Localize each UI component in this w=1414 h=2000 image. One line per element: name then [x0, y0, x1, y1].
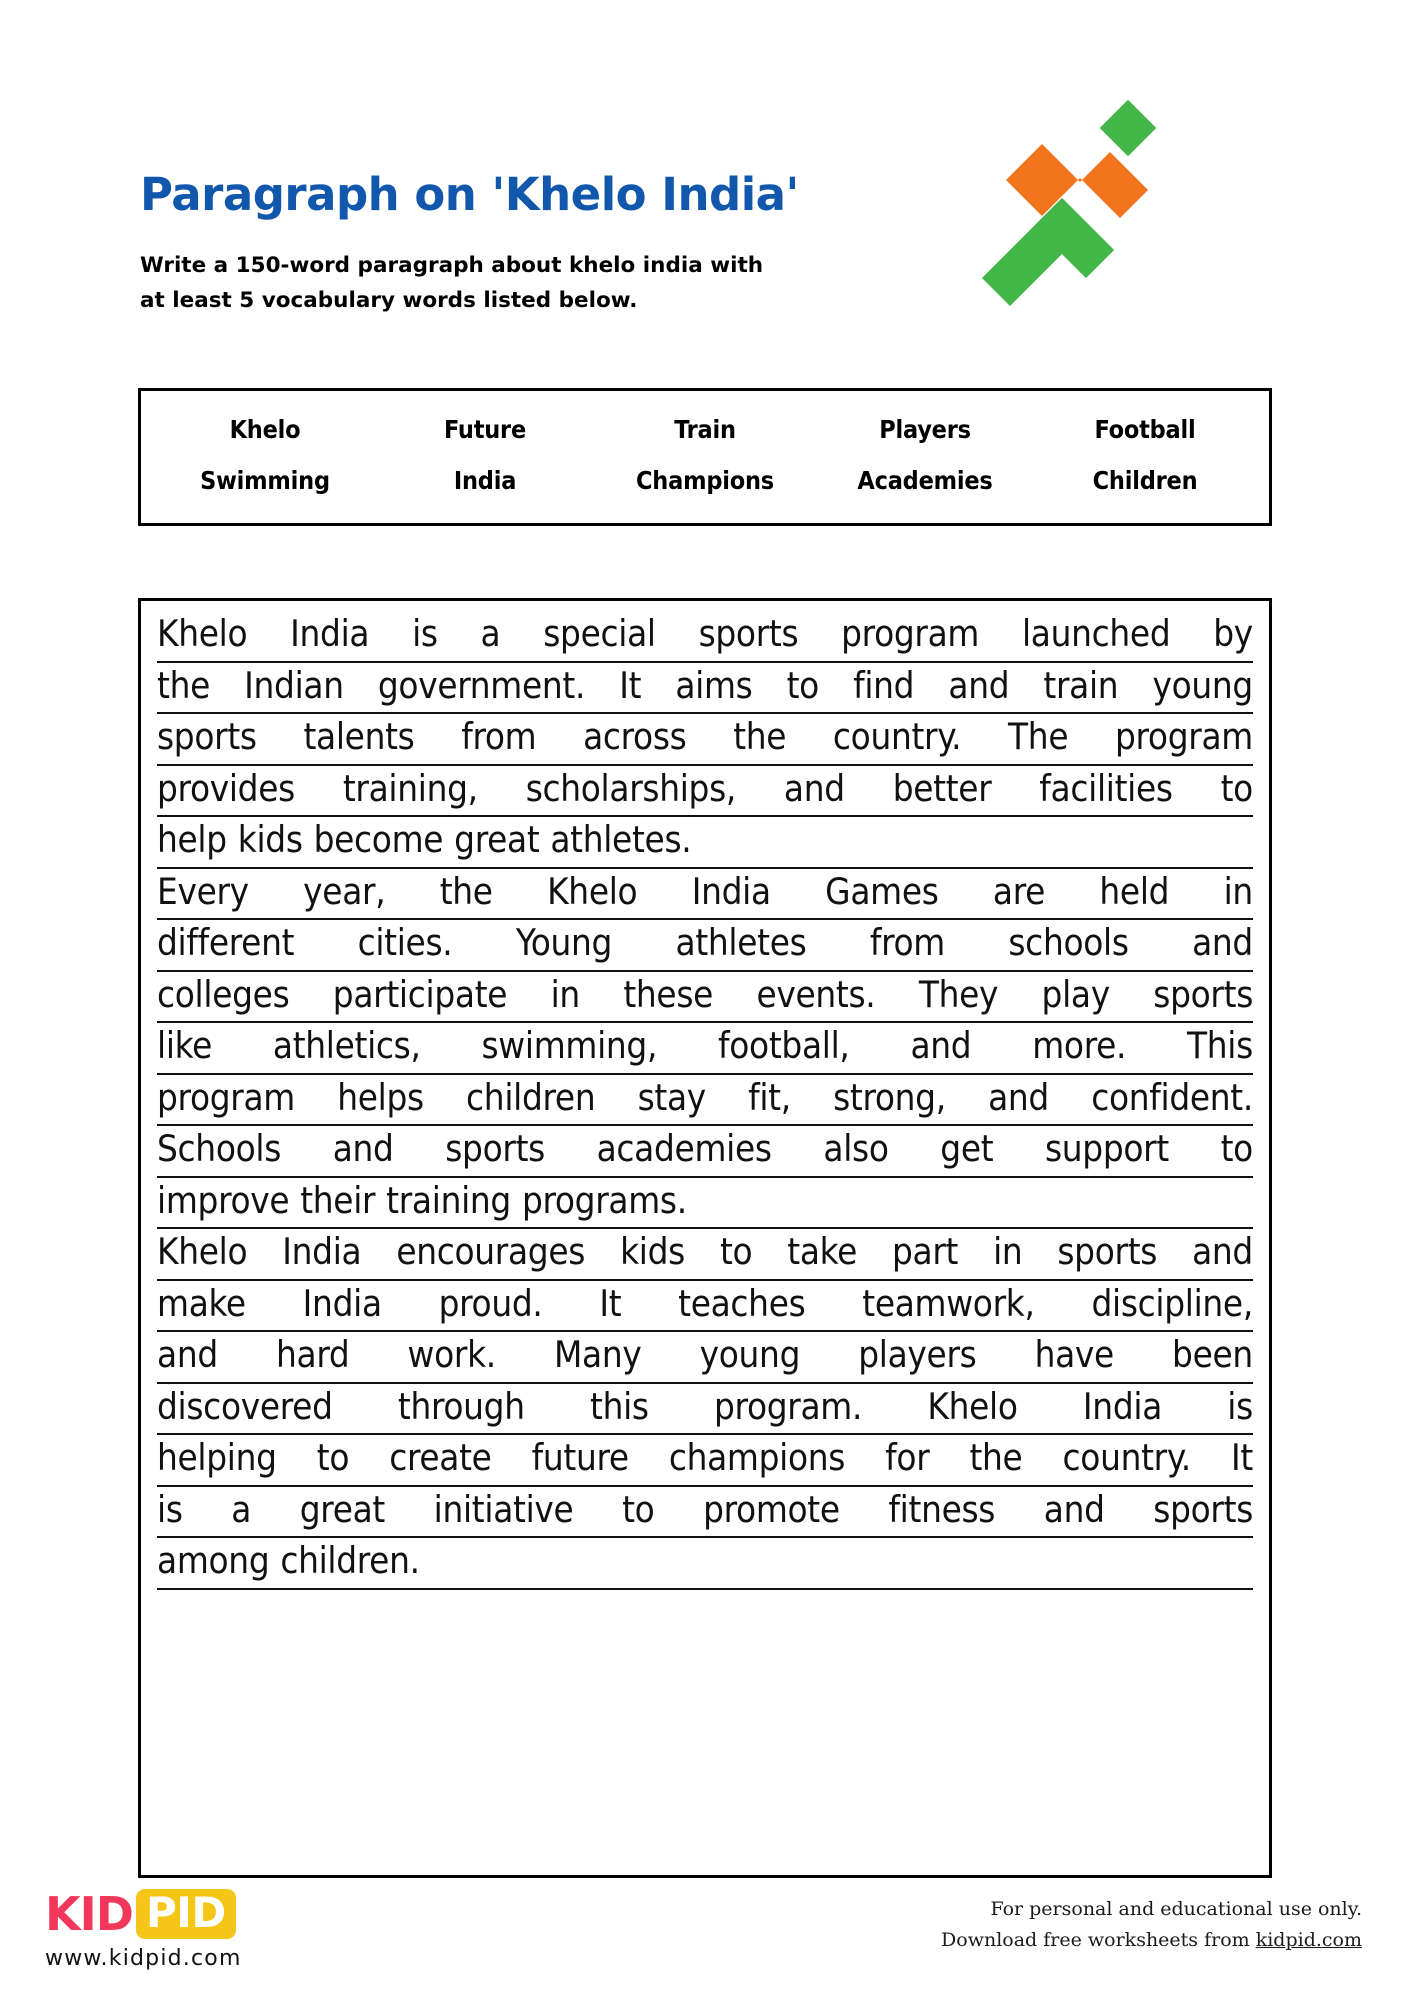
paragraph-word: Young: [515, 921, 613, 964]
kidpid-logo: [45, 1888, 242, 1940]
kidpid-logo-pid: PID: [145, 1888, 226, 1937]
vocab-word: Academies: [857, 466, 993, 495]
paragraph-word: to: [719, 1230, 753, 1273]
paragraph-word: become: [313, 818, 444, 861]
paragraph-word: Khelo: [157, 612, 248, 655]
paragraph-word: athletics,: [272, 1024, 421, 1067]
paragraph-word: young: [699, 1333, 801, 1376]
paragraph-word: athletes: [675, 921, 807, 964]
paragraph-word: and: [1192, 1230, 1253, 1273]
paragraph-word: in: [1223, 869, 1253, 913]
paragraph-word: program: [157, 1075, 295, 1119]
paragraph-word: colleges: [157, 972, 290, 1016]
paragraph-line: [157, 1487, 1253, 1539]
paragraph-word: talents: [303, 715, 415, 758]
paragraph-word: sports: [157, 715, 257, 758]
paragraph-word: cities.: [357, 921, 453, 964]
paragraph-word: find: [853, 663, 915, 707]
paragraph-line: [157, 1075, 1253, 1127]
credit-line-2: [941, 1925, 1362, 1956]
paragraph-word: sports: [1153, 972, 1253, 1016]
paragraph-word: participate: [332, 972, 508, 1016]
paragraph-word: and: [910, 1024, 972, 1067]
usage-credit: [941, 1894, 1362, 1956]
paragraph-word: champions: [668, 1436, 846, 1479]
paragraph-word: hard: [275, 1333, 350, 1376]
paragraph-word: Khelo: [157, 1230, 248, 1273]
paragraph-word: programs.: [521, 1178, 687, 1222]
paragraph-word: schools: [1008, 921, 1129, 964]
paragraph-word: program.: [714, 1384, 863, 1428]
paragraph-line: [157, 817, 1253, 869]
paragraph-word: more.: [1032, 1024, 1127, 1067]
paragraph-word: India: [302, 1281, 382, 1325]
paragraph-word: from: [869, 921, 945, 964]
paragraph-word: The: [1008, 715, 1069, 758]
vocab-word: Players: [879, 415, 971, 444]
paragraph-word: is: [1227, 1384, 1253, 1428]
paragraph-word: provides: [157, 766, 295, 810]
paragraph-word: children: [466, 1075, 596, 1119]
paragraph-word: this: [590, 1384, 649, 1428]
paragraph-word: It: [599, 1281, 622, 1325]
paragraph-word: improve: [157, 1178, 290, 1222]
paragraph-word: events.: [756, 972, 876, 1016]
vocab-word: Khelo: [229, 415, 301, 444]
paragraph-word: discipline,: [1091, 1281, 1253, 1325]
paragraph-word: sports: [1057, 1230, 1158, 1273]
vocab-word: Train: [674, 415, 736, 444]
paragraph-word: kids: [620, 1230, 685, 1273]
paragraph-word: future: [531, 1436, 629, 1479]
paragraph-word: children.: [280, 1539, 420, 1582]
vocab-word: Football: [1094, 415, 1196, 444]
paragraph-word: make: [157, 1281, 246, 1325]
paragraph-word: year,: [303, 869, 386, 913]
paragraph-word: part: [891, 1230, 959, 1273]
paragraph-word: academies: [596, 1127, 772, 1170]
paragraph-word: is: [412, 612, 438, 655]
khelo-india-runner-logo: [968, 100, 1208, 315]
paragraph-word: program: [1114, 715, 1253, 758]
paragraph-line: [157, 1281, 1253, 1333]
paragraph-word: program: [841, 612, 980, 655]
instruction-text: [140, 248, 900, 318]
paragraph-word: confident.: [1091, 1075, 1253, 1119]
paragraph-word: in: [993, 1230, 1023, 1273]
kidpid-branding: [45, 1888, 242, 1971]
paragraph-word: fit,: [748, 1075, 791, 1119]
paragraph-word: It: [1230, 1436, 1253, 1479]
paragraph-line: [157, 1435, 1253, 1487]
paragraph-line: [157, 1332, 1253, 1384]
kidpid-logo-pid-box: [136, 1889, 236, 1939]
paragraph-word: different: [157, 921, 295, 964]
paragraph-word: Games: [825, 869, 939, 913]
paragraph-word: and: [988, 1075, 1049, 1119]
paragraph-line: [157, 869, 1253, 921]
kidpid-website-url[interactable]: www.kidpid.com: [45, 1946, 242, 1971]
paragraph-word: training,: [342, 766, 478, 810]
paragraph-word: get: [940, 1127, 994, 1170]
paragraph-word: to: [316, 1436, 350, 1479]
paragraph-line: [157, 611, 1253, 663]
paragraph-word: these: [623, 972, 714, 1016]
paragraph-word: to: [786, 663, 819, 707]
paragraph-word: special: [543, 612, 656, 655]
paragraph-word: Indian: [244, 663, 344, 707]
paragraph-line: [157, 1538, 1253, 1590]
paragraph-word: country.: [832, 715, 962, 758]
paragraph-line: [157, 1178, 1253, 1230]
paragraph-word: stay: [637, 1075, 706, 1119]
paragraph-line: [157, 1384, 1253, 1436]
paragraph-word: help: [157, 818, 227, 861]
paragraph-word: swimming,: [481, 1024, 658, 1067]
paragraph-word: also: [823, 1127, 889, 1170]
paragraph-word: a: [480, 612, 501, 655]
paragraph-word: country.: [1062, 1436, 1191, 1479]
paragraph-line: [157, 920, 1253, 972]
paragraph-word: to: [1220, 766, 1253, 810]
worksheet-footer: [0, 1880, 1414, 2000]
paragraph-word: This: [1187, 1024, 1253, 1067]
paragraph-word: promote: [703, 1487, 840, 1531]
paragraph-word: India: [1082, 1384, 1163, 1428]
vocab-word: Children: [1092, 466, 1198, 495]
paragraph-word: by: [1213, 612, 1253, 655]
paragraph-word: discovered: [157, 1384, 333, 1428]
paragraph-word: their: [300, 1178, 376, 1222]
paragraph-word: Schools: [157, 1127, 282, 1170]
paragraph-word: and: [1043, 1487, 1105, 1531]
paragraph-word: proud.: [438, 1281, 543, 1325]
kidpid-link[interactable]: kidpid.com: [1255, 1929, 1362, 1951]
paragraph-word: football,: [718, 1024, 850, 1067]
paragraph-word: the: [733, 715, 787, 758]
paragraph-word: to: [1220, 1127, 1253, 1170]
credit-line-1: For personal and educational use only.: [990, 1898, 1362, 1920]
vocab-word: Future: [443, 415, 527, 444]
paragraph-word: create: [389, 1436, 492, 1479]
paragraph-word: initiative: [433, 1487, 574, 1531]
paragraph-line: [157, 1126, 1253, 1178]
paragraph-word: sports: [698, 612, 799, 655]
instruction-line-2: at least 5 vocabulary words listed below.: [140, 288, 638, 313]
paragraph-word: and: [157, 1333, 218, 1376]
paragraph-word: among: [157, 1539, 270, 1582]
paragraph-line: [157, 1229, 1253, 1281]
paragraph-word: players: [858, 1333, 977, 1376]
paragraph-word: are: [992, 869, 1046, 913]
paragraph-answer-box[interactable]: [138, 598, 1272, 1878]
paragraph-word: scholarships,: [525, 766, 737, 810]
paragraph-word: aims: [675, 663, 753, 707]
kidpid-logo-kid: KID: [45, 1887, 133, 1941]
paragraph-word: and: [332, 1127, 394, 1170]
paragraph-word: great: [454, 818, 540, 861]
paragraph-word: like: [157, 1024, 212, 1067]
paragraph-word: take: [787, 1230, 857, 1273]
paragraph-word: They: [918, 972, 999, 1016]
paragraph-word: and: [1192, 921, 1253, 964]
paragraph-word: fitness: [888, 1487, 996, 1531]
paragraph-word: training: [386, 1178, 511, 1222]
paragraph-word: been: [1172, 1333, 1253, 1376]
paragraph-word: Khelo: [927, 1384, 1018, 1428]
paragraph-word: facilities: [1039, 766, 1173, 810]
paragraph-word: teaches: [678, 1281, 806, 1325]
paragraph-word: the: [157, 663, 210, 707]
paragraph-word: for: [885, 1436, 930, 1479]
vocab-word: Swimming: [200, 466, 330, 495]
paragraph-word: India: [691, 869, 771, 913]
paragraph-word: India: [290, 612, 370, 655]
vocab-word: India: [453, 466, 517, 495]
paragraph-word: helps: [337, 1075, 424, 1119]
paragraph-word: It: [619, 663, 642, 707]
paragraph-word: athletes.: [550, 818, 692, 861]
paragraph-word: work.: [407, 1333, 496, 1376]
paragraph-word: Many: [554, 1333, 642, 1376]
paragraph-word: is: [157, 1487, 183, 1531]
paragraph-word: held: [1099, 869, 1170, 913]
word-bank-row: [155, 466, 1255, 495]
vocabulary-word-bank: [138, 388, 1272, 526]
paragraph-line: [157, 1023, 1253, 1075]
paragraph-word: launched: [1021, 612, 1171, 655]
paragraph-word: and: [948, 663, 1010, 707]
paragraph-word: young: [1152, 663, 1253, 707]
paragraph-word: the: [969, 1436, 1023, 1479]
paragraph-line: [157, 714, 1253, 766]
paragraph-word: better: [892, 766, 992, 810]
paragraph-word: great: [299, 1487, 385, 1531]
credit-line-2-prefix: Download free worksheets from: [941, 1929, 1256, 1951]
paragraph-word: sports: [445, 1127, 545, 1170]
paragraph-word: support: [1044, 1127, 1169, 1170]
paragraph-word: India: [282, 1230, 362, 1273]
paragraph-word: encourages: [396, 1230, 586, 1273]
paragraph-word: and: [783, 766, 845, 810]
page-title: Paragraph on 'Khelo India': [140, 168, 799, 221]
paragraph-word: have: [1034, 1333, 1114, 1376]
instruction-line-1: Write a 150-word paragraph about khelo india with: [140, 253, 764, 278]
paragraph-word: helping: [157, 1436, 277, 1479]
paragraph-word: kids: [237, 818, 303, 861]
paragraph-line: [157, 972, 1253, 1024]
paragraph-word: a: [231, 1487, 252, 1531]
paragraph-line: [157, 766, 1253, 818]
paragraph-word: strong,: [833, 1075, 946, 1119]
word-bank-row: [155, 415, 1255, 444]
paragraph-word: sports: [1153, 1487, 1253, 1531]
paragraph-word: Every: [157, 869, 249, 913]
paragraph-word: play: [1041, 972, 1110, 1016]
worksheet-header: [0, 0, 1414, 360]
paragraph-word: in: [550, 972, 580, 1016]
paragraph-word: through: [397, 1384, 525, 1428]
paragraph-word: teamwork,: [862, 1281, 1035, 1325]
vocab-word: Champions: [636, 466, 774, 495]
paragraph-text: [157, 611, 1253, 1590]
paragraph-word: across: [583, 715, 687, 758]
paragraph-word: to: [622, 1487, 655, 1531]
paragraph-word: the: [439, 869, 493, 913]
paragraph-word: Khelo: [547, 869, 638, 913]
paragraph-word: train: [1043, 663, 1119, 707]
paragraph-word: government.: [377, 663, 586, 707]
paragraph-word: from: [461, 715, 537, 758]
paragraph-line: [157, 663, 1253, 715]
